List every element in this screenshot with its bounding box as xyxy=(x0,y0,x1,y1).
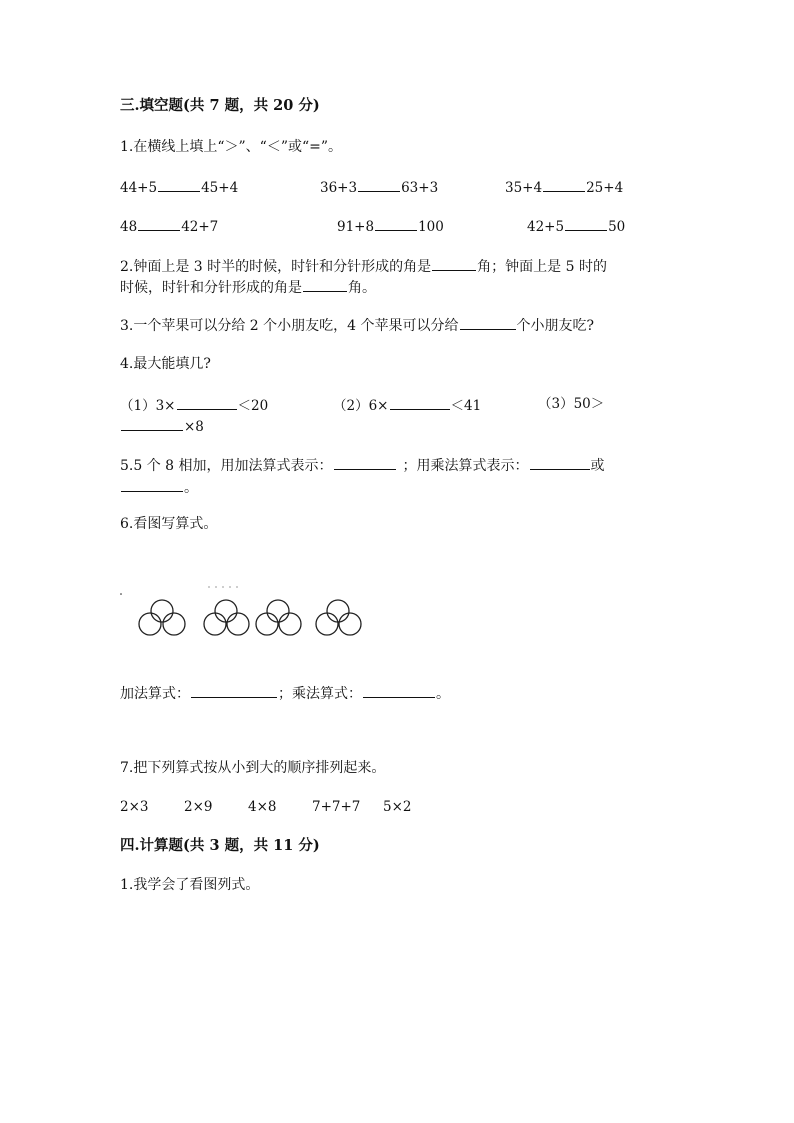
question-2-text: 角；钟面上是 5 时的 xyxy=(477,259,607,275)
dot-mark xyxy=(215,586,216,587)
comparison-5 xyxy=(337,216,444,236)
answer-blank[interactable] xyxy=(138,216,180,231)
answer-blank[interactable] xyxy=(303,277,347,292)
question-4-item-3 xyxy=(538,395,604,413)
question-1-stem: 1.在横线上填上“＞”、“＜”或“=”。 xyxy=(120,139,343,155)
answer-blank[interactable] xyxy=(530,455,590,470)
answer-blank[interactable] xyxy=(390,395,450,410)
question-2-text: 2.钟面上是 3 时半的时候，时针和分针形成的角是 xyxy=(120,259,432,275)
answer-blank[interactable] xyxy=(375,216,417,231)
answer-blank[interactable] xyxy=(358,177,400,192)
question-2-line-1 xyxy=(120,256,607,276)
comparison-right: 50 xyxy=(608,219,626,235)
item-suffix: ＜20 xyxy=(237,398,269,414)
question-3 xyxy=(120,315,594,335)
comparison-left: 35+4 xyxy=(505,180,543,196)
comparison-left: 48 xyxy=(120,219,138,235)
circle-group-2 xyxy=(204,600,249,635)
item-prefix: （2）6× xyxy=(333,398,389,414)
comparison-right: 25+4 xyxy=(586,180,624,196)
q7-item: 7+7+7 xyxy=(312,799,361,815)
answer-blank[interactable] xyxy=(334,455,396,470)
question-5-text: ；用乘法算式表示： xyxy=(402,458,529,474)
answer-blank[interactable] xyxy=(363,683,435,698)
comparison-right: 100 xyxy=(418,219,444,235)
section-4-question-1-stem: 1.我学会了看图列式。 xyxy=(120,877,260,893)
dot-mark xyxy=(120,593,122,595)
question-4-item-2 xyxy=(333,395,481,415)
comparison-right: 45+4 xyxy=(201,180,239,196)
question-2-line-2 xyxy=(120,277,376,297)
question-5-line-2 xyxy=(120,477,198,497)
question-7-stem: 7.把下列算式按从小到大的顺序排列起来。 xyxy=(120,760,386,776)
question-5-line-1 xyxy=(120,455,605,475)
comparison-right: 63+3 xyxy=(401,180,439,196)
item-suffix: ×8 xyxy=(184,419,204,435)
multiplication-label: 乘法算式： xyxy=(292,686,362,702)
comparison-6 xyxy=(527,216,625,236)
answer-blank[interactable] xyxy=(158,177,200,192)
answer-blank[interactable] xyxy=(432,256,476,271)
circle-group-4 xyxy=(316,600,361,635)
dot-mark xyxy=(229,586,230,587)
comparison-2 xyxy=(320,177,438,197)
answer-blank[interactable] xyxy=(191,683,277,698)
circle-groups-image xyxy=(118,580,378,644)
item-prefix: （3）50＞ xyxy=(538,396,605,412)
dot-mark xyxy=(222,586,223,587)
answer-blank[interactable] xyxy=(177,395,237,410)
separator: ； xyxy=(278,686,292,702)
comparison-1 xyxy=(120,177,238,197)
comparison-left: 91+8 xyxy=(337,219,375,235)
answer-blank[interactable] xyxy=(121,477,183,492)
comparison-left: 36+3 xyxy=(320,180,358,196)
question-6-answers xyxy=(120,683,450,703)
question-2-text: 时候，时针和分针形成的角是 xyxy=(120,280,302,296)
q7-item: 2×3 xyxy=(120,799,149,815)
circle-groups-figure xyxy=(118,580,378,648)
answer-blank[interactable] xyxy=(121,416,183,431)
question-5-text: 5.5 个 8 相加，用加法算式表示： xyxy=(120,458,333,474)
comparison-3 xyxy=(505,177,623,197)
question-5-text: 或 xyxy=(590,458,605,474)
dot-mark xyxy=(208,586,209,587)
item-prefix: （1）3× xyxy=(120,398,176,414)
section-3-title: 三.填空题(共 7 题，共 20 分) xyxy=(120,97,320,114)
question-5-text: 。 xyxy=(184,480,198,496)
question-6-stem: 6.看图写算式。 xyxy=(120,516,218,532)
addition-label: 加法算式： xyxy=(120,686,190,702)
answer-blank[interactable] xyxy=(543,177,585,192)
question-3-text: 3.一个苹果可以分给 2 个小朋友吃，4 个苹果可以分给 xyxy=(120,318,459,334)
circle-group-1 xyxy=(139,600,185,635)
question-3-text: 个小朋友吃? xyxy=(516,318,595,334)
question-4-item-3-cont xyxy=(120,416,204,436)
dot-mark xyxy=(236,586,237,587)
q7-item: 4×8 xyxy=(248,799,277,815)
comparison-right: 42+7 xyxy=(181,219,219,235)
comparison-left: 44+5 xyxy=(120,180,158,196)
q7-item: 2×9 xyxy=(184,799,213,815)
circle-group-3 xyxy=(256,600,301,635)
section-4-title: 四.计算题(共 3 题，共 11 分) xyxy=(120,837,320,854)
end-mark: 。 xyxy=(436,686,450,702)
question-2-text: 角。 xyxy=(348,280,376,296)
item-suffix: ＜41 xyxy=(450,398,482,414)
comparison-4 xyxy=(120,216,218,236)
q7-item: 5×2 xyxy=(383,799,412,815)
comparison-left: 42+5 xyxy=(527,219,565,235)
answer-blank[interactable] xyxy=(460,315,516,330)
question-4-stem: 4.最大能填几? xyxy=(120,356,211,372)
answer-blank[interactable] xyxy=(565,216,607,231)
question-4-item-1 xyxy=(120,395,268,415)
